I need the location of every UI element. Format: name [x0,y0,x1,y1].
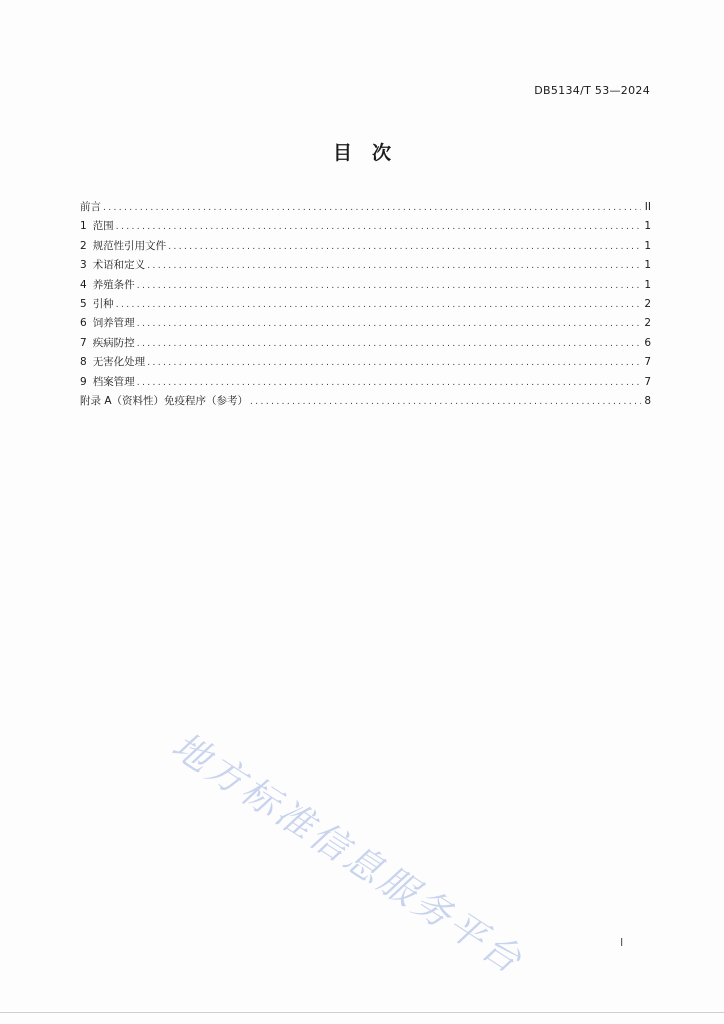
toc-leader-dots [168,238,641,257]
toc-entry-label: 养殖条件 [92,278,135,291]
toc-entry-page: 7 [644,375,651,388]
toc-title-char-2: 次 [372,142,392,164]
toc-entry-harmless-treatment[interactable] [80,353,651,372]
toc-entry-page: 7 [644,356,651,369]
page-number: I [620,936,624,949]
toc-entry-label: 规范性引用文件 [92,239,167,252]
document-code: DB5134/T 53—2024 [534,84,650,97]
toc-leader-dots [137,335,641,354]
toc-entry-number: 5 [80,297,87,310]
toc-entry-normative-references[interactable] [80,237,651,256]
toc-leader-dots [147,354,641,373]
table-of-contents [80,198,651,411]
toc-entry-page: 8 [644,394,651,407]
toc-title [0,138,724,165]
toc-entry-record-management[interactable] [80,373,651,392]
toc-entry-number: 7 [80,336,87,349]
toc-leader-dots [250,393,641,412]
toc-entry-scope[interactable] [80,217,651,236]
watermark-text: 地方标准信息服务平台 [164,723,532,984]
toc-entry-page: 1 [644,259,651,272]
toc-entry-feeding-management[interactable] [80,314,651,333]
toc-entry-introduction[interactable] [80,295,651,314]
toc-entry-number: 3 [80,259,87,272]
toc-leader-dots [147,257,641,276]
toc-entry-appendix-a[interactable] [80,392,651,411]
toc-leader-dots [137,277,641,296]
toc-entry-page: 2 [644,317,651,330]
toc-entry-number: 6 [80,317,87,330]
toc-entry-number: 1 [80,220,87,233]
toc-entry-label: 饲养管理 [92,317,135,330]
toc-entry-label: 前言 [80,201,101,213]
toc-entry-number: 4 [80,278,87,291]
toc-entry-page: 2 [644,297,651,310]
toc-leader-dots [116,296,641,315]
toc-entry-foreword[interactable] [80,198,651,217]
toc-entry-label: 范围 [92,220,114,233]
toc-entry-label: 术语和定义 [92,259,146,272]
toc-entry-label: 疾病防控 [92,336,135,349]
toc-entry-page: 1 [644,239,651,252]
toc-entry-label: 档案管理 [92,375,135,388]
toc-title-char-1: 目 [332,142,352,164]
toc-entry-disease-control[interactable] [80,334,651,353]
toc-entry-page: 6 [644,336,651,349]
toc-leader-dots [137,315,641,334]
toc-entry-label: 无害化处理 [92,356,146,369]
toc-entry-label: 引种 [92,297,114,310]
toc-entry-page: 1 [644,278,651,291]
toc-entry-number: 9 [80,375,87,388]
toc-entry-label: 附录 A（资料性）免疫程序（参考） [80,394,249,407]
toc-entry-number: 8 [80,356,87,369]
toc-entry-page: II [644,201,651,213]
toc-leader-dots [116,218,641,237]
toc-leader-dots [103,199,641,218]
toc-leader-dots [137,374,641,393]
toc-entry-terms-definitions[interactable] [80,256,651,275]
toc-entry-number: 2 [80,239,87,252]
bottom-edge-rule [0,1012,724,1013]
toc-entry-page: 1 [644,220,651,233]
toc-entry-breeding-conditions[interactable] [80,276,651,295]
